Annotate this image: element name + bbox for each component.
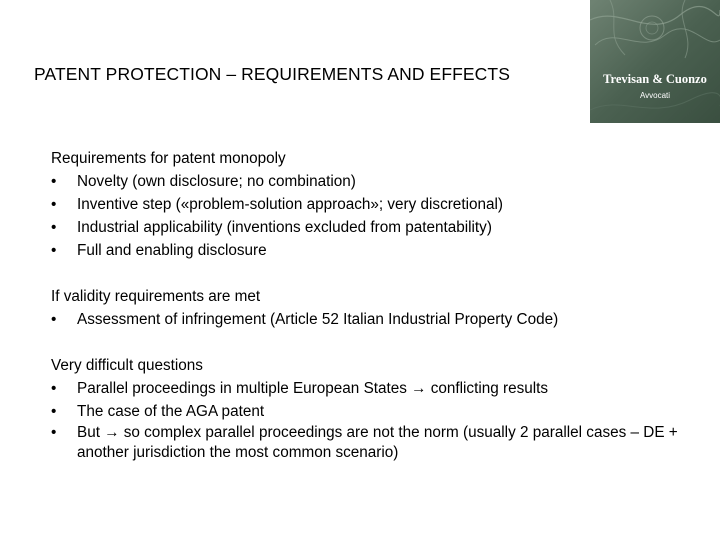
- bullet-icon: •: [51, 173, 57, 190]
- logo-name: Trevisan & Cuonzo: [603, 72, 707, 86]
- list-item: [51, 170, 691, 193]
- bullet-icon: •: [51, 424, 57, 441]
- list-item-text: The case of the AGA patent: [77, 403, 265, 420]
- list-item: [51, 308, 691, 331]
- section-requirements: [51, 147, 691, 262]
- section-heading: Requirements for patent monopoly: [51, 150, 286, 167]
- bullet-list: [51, 170, 691, 262]
- list-item-text: Full and enabling disclosure: [77, 242, 267, 259]
- bullet-icon: •: [51, 311, 57, 328]
- section-heading: Very difficult questions: [51, 357, 203, 374]
- bullet-icon: •: [51, 242, 57, 259]
- section-difficult-questions: [51, 354, 691, 463]
- bullet-list: [51, 308, 691, 331]
- list-item: [51, 377, 691, 400]
- list-item: [51, 239, 691, 262]
- list-item-text: But → so complex parallel proceedings are not the norm (usually 2 parallel cases – DE + another jurisdiction the most common scenario): [77, 424, 678, 461]
- bullet-list: [51, 377, 691, 463]
- bullet-icon: •: [51, 403, 57, 420]
- list-item-text: Novelty (own disclosure; no combination): [77, 173, 356, 190]
- list-item: [51, 400, 691, 423]
- list-item-text: Assessment of infringement (Article 52 Italian Industrial Property Code): [77, 311, 559, 328]
- firm-logo: [590, 0, 720, 123]
- list-item: [51, 216, 691, 239]
- bullet-icon: •: [51, 196, 57, 213]
- section-validity: [51, 285, 691, 331]
- slide-content: [51, 147, 691, 463]
- slide-title: PATENT PROTECTION – REQUIREMENTS AND EFFECTS: [34, 64, 510, 84]
- logo-subtitle: Avvocati: [639, 91, 671, 100]
- list-item-text: Inventive step («problem-solution approach»; very discretional): [77, 196, 503, 213]
- logo-background: [590, 0, 720, 123]
- list-item: [51, 193, 691, 216]
- section-heading: If validity requirements are met: [51, 288, 261, 305]
- list-item-text: Parallel proceedings in multiple European States → conflicting results: [77, 380, 549, 397]
- bullet-icon: •: [51, 219, 57, 236]
- bullet-icon: •: [51, 380, 57, 397]
- list-item: [51, 423, 691, 463]
- list-item-text: Industrial applicability (inventions excluded from patentability): [77, 219, 492, 236]
